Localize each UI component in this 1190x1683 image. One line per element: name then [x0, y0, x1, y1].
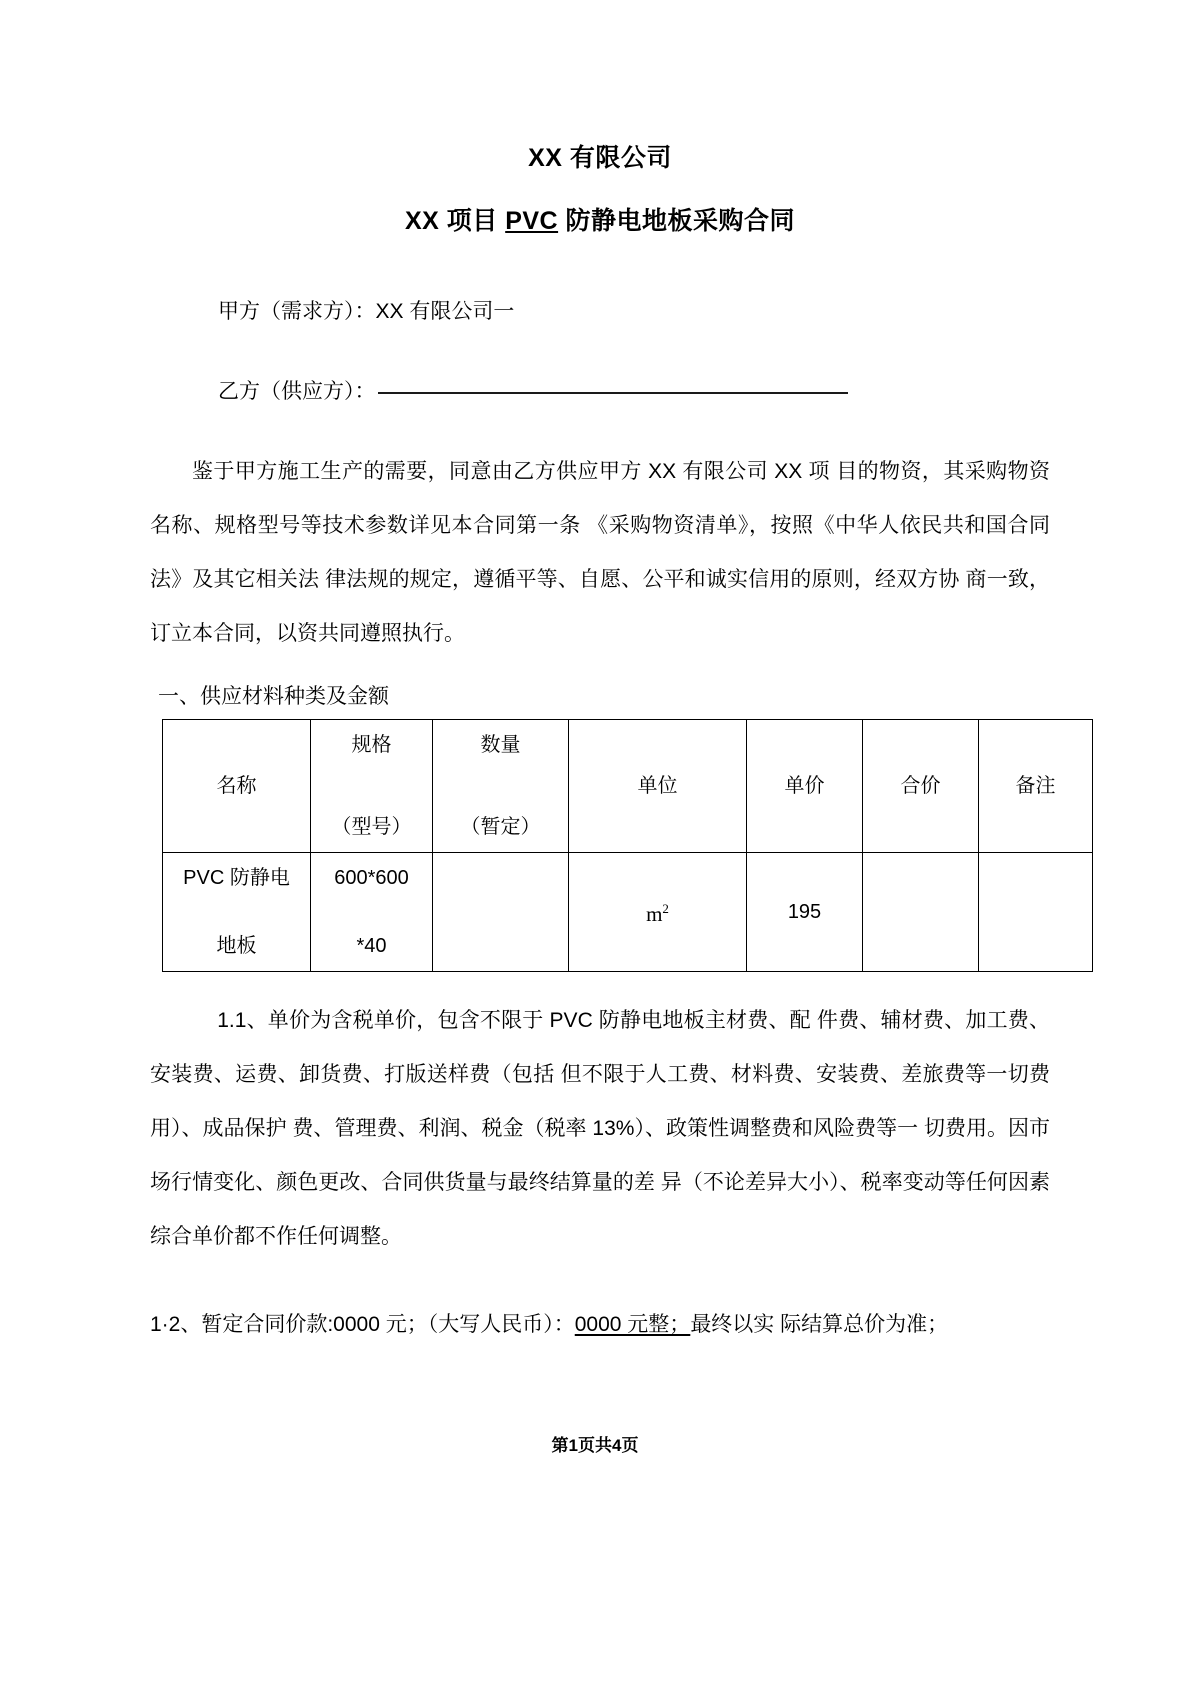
- table-row: [163, 852, 1093, 971]
- table-header-quantity-line1: 数量: [480, 733, 521, 756]
- table-header-row: [163, 719, 1093, 852]
- contract-title-suffix: 防静电地板采购合同: [558, 207, 796, 235]
- table-header-remark: 备注: [979, 719, 1093, 852]
- clause-1-2-suffix: 最终以实 际结算总价为准；: [690, 1312, 949, 1336]
- party-b-line: [150, 326, 1050, 406]
- contract-title: [150, 173, 1050, 236]
- row-material-quantity: [433, 852, 569, 971]
- intro-paragraph: 鉴于甲方施工生产的需要，同意由乙方供应甲方 XX 有限公司 XX 项 目的物资，其采购物资名称、规格型号等技术参数详见本合同第一条 《采购物资清单》，按照《中华人依民共和国合同法》及其它相关法 律法规的规定，遵循平等、自愿、公平和诚实信用的原则，经双方协 商一致，订立本合同，以资共同遵照执行。: [150, 459, 1050, 645]
- table-header-name: 名称: [163, 719, 311, 852]
- clause-1-2-amount-underlined: 0000 元整；: [574, 1312, 691, 1336]
- unit-symbol-base: m: [646, 901, 663, 926]
- spacer: [435, 770, 566, 802]
- table-header-total-price: 合价: [863, 719, 979, 852]
- row-material-total-price: [863, 852, 979, 971]
- unit-symbol-exponent: 2: [662, 900, 669, 916]
- spacer: [165, 903, 308, 921]
- section-1-heading: 一、供应材料种类及金额: [158, 684, 389, 708]
- row-material-name-line1: PVC 防静电: [183, 866, 290, 889]
- row-material-spec: [311, 852, 433, 971]
- clause-1-2-prefix: 1·2、暂定合同价款:0000 元；（大写人民币）：: [150, 1312, 575, 1336]
- contract-title-underlined: PVC: [505, 207, 559, 235]
- spacer: [313, 903, 430, 921]
- table-header-spec-line2: （型号）: [331, 815, 412, 838]
- materials-table: [162, 719, 1093, 972]
- row-material-name: [163, 852, 311, 971]
- contract-title-prefix: XX 项目: [404, 207, 506, 235]
- clause-1-1-paragraph: 1.1、单价为含税单价，包含不限于 PVC 防静电地板主材费、配 件费、辅材费、加工费、安装费、运费、卸货费、打版送样费（包括 但不限于人工费、材料费、安装费、差旅费等一切费用）、成品保护 费、管理费、利润、税金（税率 13%）、政策性调整费和风险费等一 切费用。因市场行情变化、颜色更改、合同供货量与最终结算量的差 异（不论差异大小）、税率变动等任何因素综合单价都不作任何调整。: [150, 1008, 1050, 1248]
- table-header-quantity: [433, 719, 569, 852]
- document-body: [150, 0, 1056, 1352]
- table-header-quantity-line2: （暂定）: [460, 815, 541, 838]
- party-a-line: 甲方（需求方）：XX 有限公司一: [218, 300, 515, 323]
- row-material-name-line2: 地板: [216, 934, 257, 957]
- table-header-unit-price: 单价: [747, 719, 863, 852]
- row-material-unit-price: 195: [747, 852, 863, 971]
- company-title: XX 有限公司: [528, 144, 672, 172]
- row-material-spec-line2: *40: [356, 934, 387, 957]
- unit-symbol: [646, 902, 669, 926]
- clause-1-2-paragraph: [150, 1264, 1050, 1352]
- page-footer: 第1页共4页: [551, 1436, 639, 1455]
- table-header-spec-line1: 规格: [351, 733, 392, 756]
- row-material-spec-line1: 600*600: [334, 866, 409, 889]
- party-b-label: 乙方（供应方）：: [218, 380, 376, 404]
- party-b-fill-blank[interactable]: [378, 392, 848, 394]
- row-material-unit: [569, 852, 747, 971]
- table-header-spec: [311, 719, 433, 852]
- spacer: [313, 770, 430, 802]
- row-material-remark: [979, 852, 1093, 971]
- table-header-unit: 单位: [569, 719, 747, 852]
